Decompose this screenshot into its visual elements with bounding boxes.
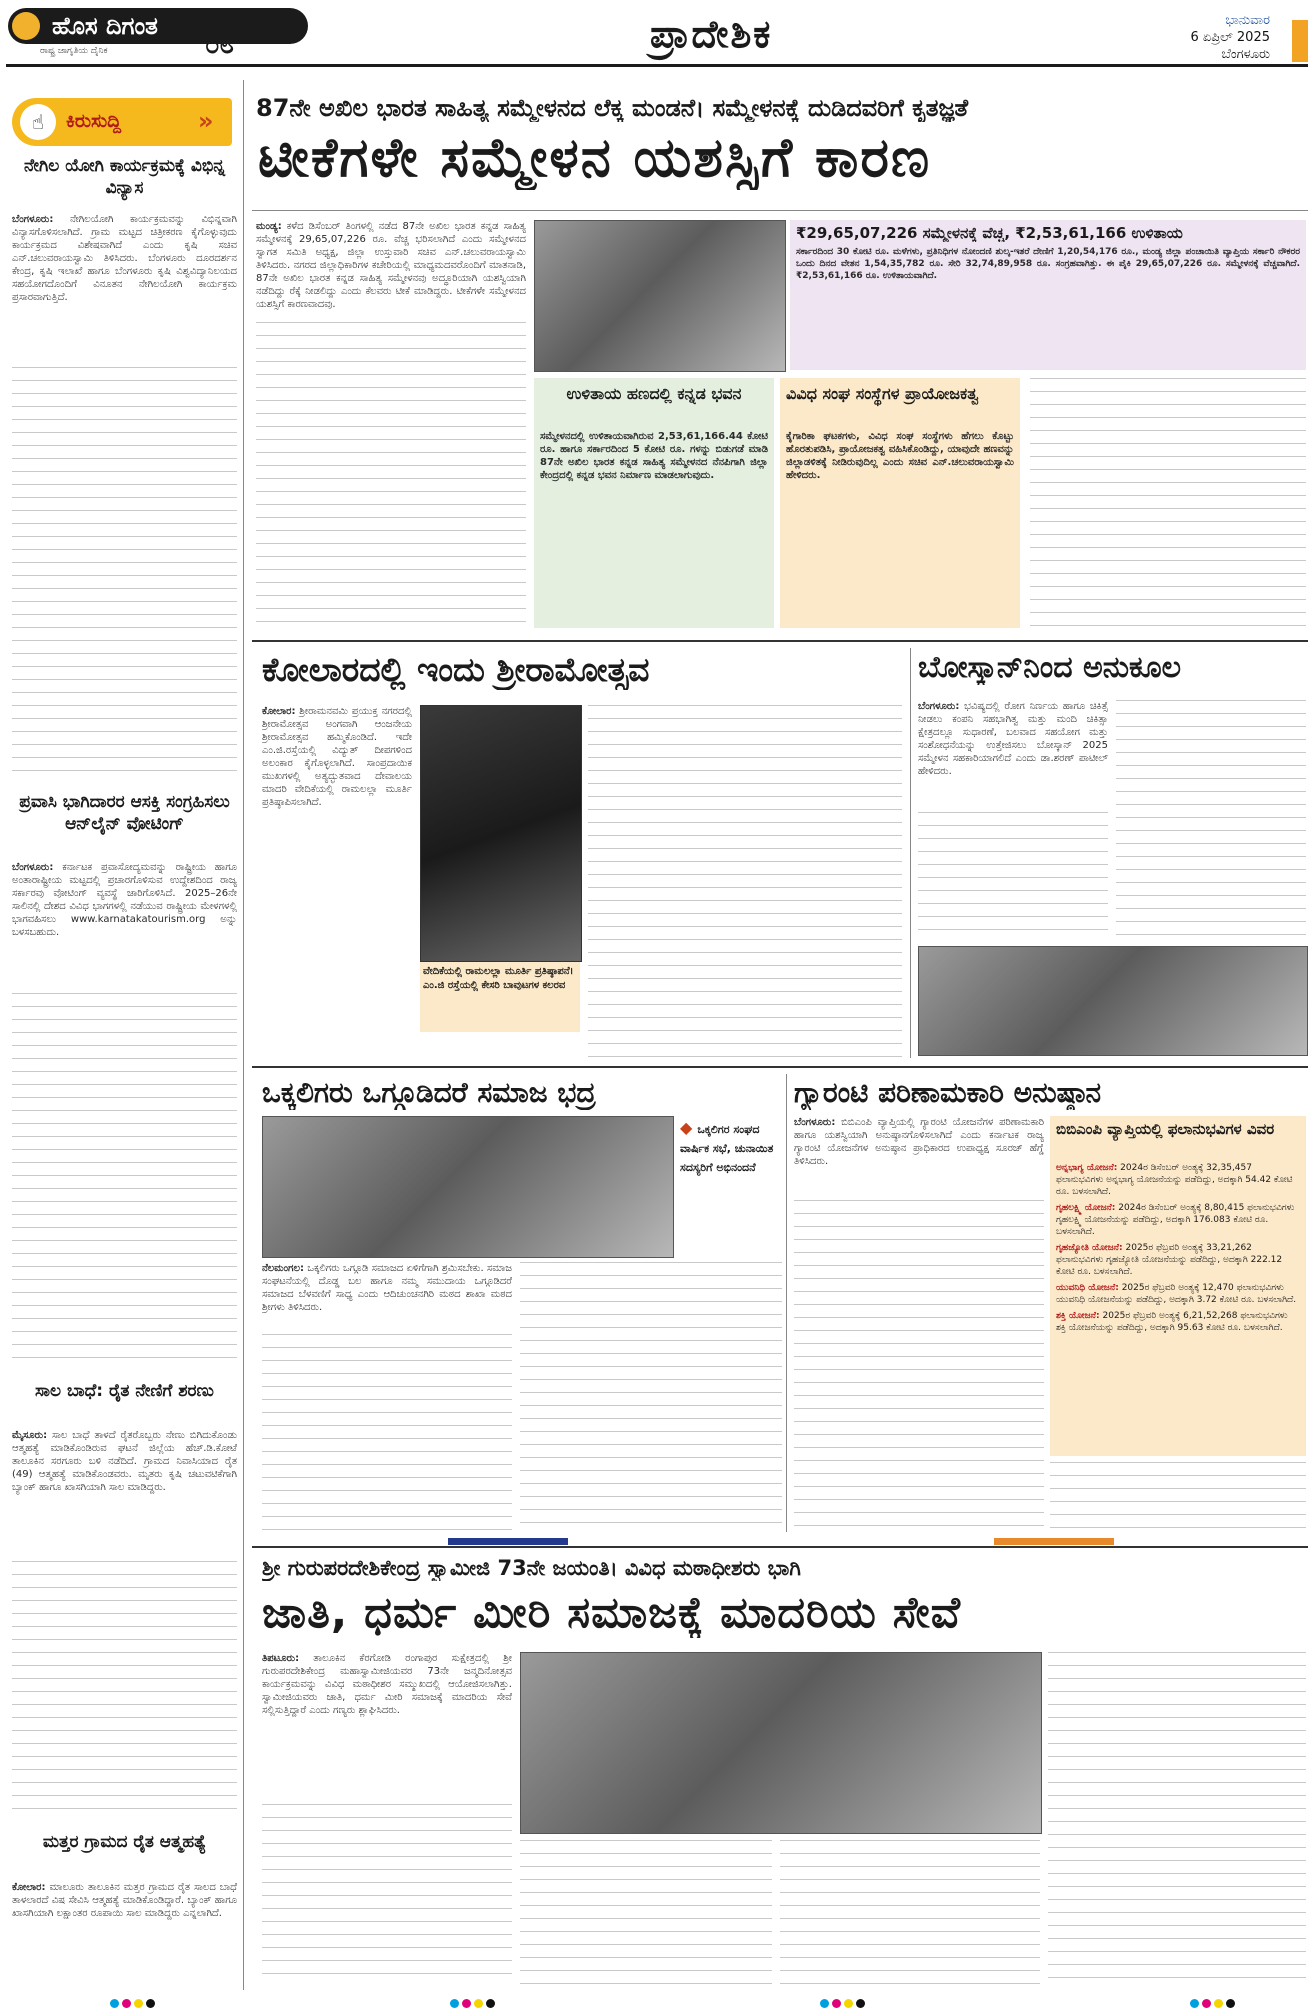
sidebar-column [12, 155, 237, 1995]
bottom-body [262, 1652, 512, 1802]
scheme-text: 2024ರ ಡಿಸೆಂಬರ್ ಅಂತ್ಯಕ್ಕೆ 32,35,457 ಫಲಾನುಭವಿಗಳು ಅನ್ನಭಾಗ್ಯ ಯೋಜನೆಯನ್ನು ಪಡೆದಿದ್ದು, ಅದಕ್ಕಾಗಿ 54.42 ಕೋಟಿ ರೂ. ಬಳಸಲಾಗಿದೆ. [1056, 1163, 1293, 1197]
sidebar-item-body [12, 1881, 237, 1993]
divider [252, 210, 1308, 211]
section-tab [1292, 20, 1308, 62]
text-column-fill [1050, 1462, 1306, 1530]
text-column-fill [12, 367, 237, 781]
lamp-icon [12, 12, 40, 40]
bosch-body [918, 700, 1108, 810]
registration-marks [820, 1993, 868, 2008]
expense-box [790, 220, 1306, 370]
lead-headline: ಟೀಕೆಗಳೇ ಸಮ್ಮೇಳನ ಯಶಸ್ಸಿಗೆ ಕಾರಣ [258, 126, 932, 189]
text-column-fill [1116, 700, 1306, 942]
text-column-fill [520, 1840, 772, 1984]
scheme-item [1056, 1162, 1300, 1198]
vokkaliga-text: ಒಕ್ಕಲಿಗರು ಒಗ್ಗೂಡಿ ಸಮಾಜದ ಏಳಿಗೆಗಾಗಿ ಶ್ರಮಿಸಬೇಕು. ಸಮಾಜ ಸಂಘಟನೆಯಲ್ಲಿ ದೊಡ್ಡ ಬಲ ಹಾಗೂ ನಮ್ಮ ಸಮುದಾಯ ಒಗ್ಗೂಡಿದರೆ ಸಮಾಜದ ಬೆಳವಣಿಗೆ ಸಾಧ್ಯ ಎಂದು ಆದಿಚುಂಚನಗಿರಿ ಮಠದ ಶಾಖಾ ಮಠದ ಶ್ರೀಗಳು ತಿಳಿಸಿದರು. [262, 1263, 512, 1313]
sidebar-item-title: ನೇಗಿಲ ಯೋಗಿ ಕಾರ್ಯಕ್ರಮಕ್ಕೆ ವಿಭಿನ್ನ ವಿನ್ಯಾಸ [23, 156, 226, 198]
column-divider [910, 648, 911, 1058]
savings-box [534, 378, 774, 628]
sidebar-item-text: ನೇಗಿಲಯೋಗಿ ಕಾರ್ಯಕ್ರಮವನ್ನು ವಿಭಿನ್ನವಾಗಿ ವಿನ್ಯಾಸಗೊಳಿಸಲಾಗಿದೆ. ಗ್ರಾಮ ಮಟ್ಟದ ಚಿತ್ರೀಕರಣ ಕೈಗೊಳ್ಳುವುದು ಕಾರ್ಯಕ್ರಮದ ವಿಶೇಷವಾಗಿದೆ ಎಂದು ಕೃಷಿ ಸಚಿವ ಎನ್.ಚಲುವರಾಯಸ್ವಾಮಿ ತಿಳಿಸಿದರು. ಬೆಂಗಳೂರು ದೂರದರ್ಶನ ಕೇಂದ್ರ, ಕೃಷಿ ಇಲಾಖೆ ಹಾಗೂ ಬೆಂಗಳೂರು ಕೃಷಿ ವಿಶ್ವವಿದ್ಯಾನಿಲಯದ ಸಹಯೋಗದೊಂದಿಗೆ ವಿನೂತನ ನೇಗಿಲಯೋಗಿ ಕಾರ್ಯಕ್ರಮ ಪ್ರಸಾರವಾಗುತ್ತಿದೆ. [12, 214, 237, 303]
savings-box-title: ಉಳಿತಾಯ ಹಣದಲ್ಲಿ ಕನ್ನಡ ಭವನ [566, 384, 742, 403]
column-divider [243, 80, 244, 1990]
kirusuddi-label: ಕಿರುಸುದ್ದಿ [66, 110, 122, 132]
text-column-fill [12, 1561, 237, 1819]
edition-city: ಬೆಂಗಳೂರು [1221, 47, 1270, 62]
text-column-fill [588, 705, 902, 1067]
text-column-fill [520, 1262, 782, 1530]
scheme-item [1056, 1310, 1300, 1334]
dateline: ಬೆಂಗಳೂರು: [12, 214, 54, 225]
lead-body [256, 220, 526, 320]
kolar-headline: ಕೋಲಾರದಲ್ಲಿ ಇಂದು ಶ್ರೀರಾಮೋತ್ಸವ [262, 650, 650, 689]
scheme-text: 2025ರ ಫೆಬ್ರವರಿ ಅಂತ್ಯಕ್ಕೆ 33,21,262 ಫಲಾನುಭವಿಗಳು ಗೃಹಜ್ಯೋತಿ ಯೋಜನೆಯನ್ನು ಪಡೆದಿದ್ದು, ಅದಕ್ಕಾಗಿ 222.12 ಕೋಟಿ ರೂ. ಬಳಸಲಾಗಿದೆ. [1056, 1243, 1283, 1277]
scheme-item [1056, 1242, 1300, 1278]
paper-logo: ಹೊಸ ದಿಗಂತ [8, 8, 308, 44]
chevron-icon: » [198, 107, 214, 135]
expense-box-body: ಸರ್ಕಾರದಿಂದ 30 ಕೋಟಿ ರೂ. ಮಳೆಗಳು, ಪ್ರತಿನಿಧಿಗಳ ನೋಂದಣಿ ಶುಲ್ಕ-ಇತರೆ ದೇಣಿಗೆ 1,20,54,176 ರೂ., ಮಂಡ್ಯ ಜಿಲ್ಲಾ ಪಂಚಾಯಿತಿ ವ್ಯಾಪ್ತಿಯ ಸರ್ಕಾರಿ ನೌಕರರ ಒಂದು ದಿನದ ವೇತನ 1,54,35,782 ರೂ. ಸೇರಿ 32,74,89,958 ರೂ. ಸಂಗ್ರಹವಾಗಿತ್ತು. ಈ ಪೈಕಿ 29,65,07,226 ರೂ. ಸಮ್ಮೇಳನಕ್ಕೆ ವೆಚ್ಚವಾಗಿದೆ. ₹2,53,61,166 ರೂ. ಉಳಿತಾಯವಾಗಿದೆ. [796, 247, 1300, 281]
divider [252, 1546, 1308, 1548]
scheme-item [1056, 1282, 1300, 1306]
press-meet-photo [534, 220, 786, 372]
scheme-name: ಯುವನಿಧಿ ಯೋಜನೆ: [1056, 1283, 1119, 1293]
boscon-photo [918, 946, 1308, 1056]
text-column-fill [918, 812, 1108, 942]
vokkaliga-headline: ಒಕ್ಕಲಿಗರು ಒಗ್ಗೂಡಿದರೆ ಸಮಾಜ ಭದ್ರ [262, 1076, 596, 1109]
lead-text: ಕಳೆದ ಡಿಸೆಂಬರ್ ತಿಂಗಳಲ್ಲಿ ನಡೆದ 87ನೇ ಅಖಿಲ ಭಾರತ ಕನ್ನಡ ಸಾಹಿತ್ಯ ಸಮ್ಮೇಳನಕ್ಕೆ 29,65,07,226 ರೂ. ವೆಚ್ಚ ಭರಿಸಲಾಗಿದೆ ಎಂದು ಸಮ್ಮೇಳನದ ಸ್ವಾಗತ ಸಮಿತಿ ಅಧ್ಯಕ್ಷ, ಜಿಲ್ಲಾ ಉಸ್ತುವಾರಿ ಸಚಿವ ಎನ್.ಚಲುವರಾಯಸ್ವಾಮಿ ತಿಳಿಸಿದರು. ನಗರದ ಜಿಲ್ಲಾಧಿಕಾರಿಗಳ ಕಚೇರಿಯಲ್ಲಿ ಮಾಧ್ಯಮದವರೊಂದಿಗೆ ಮಾತನಾಡಿ, 87ನೇ ಅಖಿಲ ಭಾರತ ಕನ್ನಡ ಸಾಹಿತ್ಯ ಸಮ್ಮೇಳನವು ಅದ್ಧೂರಿಯಾಗಿ ಯಶಸ್ವಿಯಾಗಿ ನಡೆದಿದ್ದು ರೆಕ್ಕೆ ನೀಡಲಿದ್ದು ಎಂದು ಕೆಲವರು ಟೀಕೆ ಮಾಡಿದ್ದರು. ಟೀಕೆಗಳೇ ಸಮ್ಮೇಳನದ ಯಶಸ್ಸಿಗೆ ಕಾರಣವಾದವು. [256, 221, 526, 310]
text-column-fill [256, 322, 526, 632]
text-column-fill [262, 1334, 512, 1530]
sidebar-item-title: ಮತ್ತರ ಗ್ರಾಮದ ರೈತ ಆತ್ಮಹತ್ಯೆ [42, 1832, 207, 1852]
text-column-fill [12, 993, 237, 1365]
dateline: ಬೆಂಗಳೂರು: [12, 862, 54, 873]
bosch-headline: ಬೋಸ್ಕಾನ್‌ನಿಂದ ಅನುಕೂಲ [918, 650, 1182, 685]
text-column-fill [1048, 1652, 1306, 1984]
dateline: ಕೋಲಾರ: [12, 1882, 46, 1893]
weekday: ಭಾನುವಾರ [1225, 13, 1270, 28]
sidebar-item-title: ಪ್ರವಾಸಿ ಭಾಗಿದಾರರ ಆಸಕ್ತಿ ಸಂಗ್ರಹಿಸಲು ಆನ್‌ಲೈನ್ ವೋಟಿಂಗ್ [19, 792, 230, 834]
separator-bar [994, 1538, 1114, 1545]
lead-kicker: 87ನೇ ಅಖಿಲ ಭಾರತ ಸಾಹಿತ್ಯ ಸಮ್ಮೇಳನದ ಲೆಕ್ಕ ಮಂಡನೆ। ಸಮ್ಮೇಳನಕ್ಕೆ ದುಡಿದವರಿಗೆ ಕೃತಜ್ಞತೆ [256, 94, 969, 122]
scheme-text: 2025ರ ಫೆಬ್ರವರಿ ಅಂತ್ಯಕ್ಕೆ 6,21,52,268 ಫಲಾನುಭವಿಗಳು ಶಕ್ತಿ ಯೋಜನೆಯನ್ನು ಪಡೆದಿದ್ದು, ಅದಕ್ಕಾಗಿ 95.63 ಕೋಟಿ ರೂ. ಬಳಸಲಾಗಿದೆ. [1056, 1311, 1288, 1333]
sidebar-item-title: ಸಾಲ ಬಾಧೆ: ರೈತ ನೇಣಿಗೆ ಶರಣು [35, 1381, 214, 1401]
jayanti-photo [520, 1652, 1042, 1834]
ramlalla-photo [420, 705, 582, 962]
registration-marks [450, 1993, 498, 2008]
dateline: ಬೆಂಗಳೂರು: [918, 701, 960, 712]
scheme-name: ಅನ್ನಭಾಗ್ಯ ಯೋಜನೆ: [1056, 1163, 1118, 1173]
beneficiary-box [1050, 1116, 1306, 1456]
scheme-name: ಗೃಹಜ್ಯೋತಿ ಯೋಜನೆ: [1056, 1243, 1123, 1253]
divider [252, 640, 1308, 642]
sidebar-item-text: ಸಾಲ ಬಾಧೆ ತಾಳದೆ ರೈತರೊಬ್ಬರು ನೇಣು ಬಿಗಿದುಕೊಂಡು ಆತ್ಮಹತ್ಯೆ ಮಾಡಿಕೊಂಡಿರುವ ಘಟನೆ ಜಿಲ್ಲೆಯ ಹೆಚ್.ಡಿ.ಕೋಟೆ ತಾಲೂಕಿನ ಸರಗೂರು ಬಳಿ ನಡೆದಿದೆ. ಗ್ರಾಮದ ನಿವಾಸಿಯಾದ ರೈತ (49) ಆತ್ಮಹತ್ಯೆ ಮಾಡಿಕೊಂಡವರು. ಮೃತರು ಕೃಷಿ ಚಟುವಟಿಕೆಗಾಗಿ ಬ್ಯಾಂಕ್ ಹಾಗೂ ಖಾಸಗಿಯಾಗಿ ಸಾಲ ಮಾಡಿದ್ದರು. [12, 1430, 237, 1493]
hand-icon: ☝ [20, 104, 56, 140]
bottom-kicker: ಶ್ರೀ ಗುರುಪರದೇಶಿಕೇಂದ್ರ ಸ್ವಾಮೀಜಿ 73ನೇ ಜಯಂತಿ। ವಿವಿಧ ಮಠಾಧೀಶರು ಭಾಗಿ [262, 1556, 801, 1580]
paper-tagline: ರಾಷ್ಟ್ರ ಜಾಗೃತಿಯ ದೈನಿಕ [40, 46, 108, 56]
dateline: ಮೈಸೂರು: [12, 1430, 48, 1441]
savings-box-body: ಸಮ್ಮೇಳನದಲ್ಲಿ ಉಳಿತಾಯವಾಗಿರುವ 2,53,61,166.44 ಕೋಟಿ ರೂ. ಹಾಗೂ ಸರ್ಕಾರದಿಂದ 5 ಕೋಟಿ ರೂ. ಗಳನ್ನು ಬಿಡುಗಡೆ ಮಾಡಿ 87ನೇ ಅಖಿಲ ಭಾರತ ಕನ್ನಡ ಸಾಹಿತ್ಯ ಸಮ್ಮೇಳನದ ನೆನಪಿಗಾಗಿ ಜಿಲ್ಲಾ ಕೇಂದ್ರದಲ್ಲಿ ಕನ್ನಡ ಭವನ ನಿರ್ಮಾಣ ಮಾಡಲಾಗುವುದು. [540, 431, 768, 481]
guarantee-headline: ಗ್ಯಾರಂಟಿ ಪರಿಣಾಮಕಾರಿ ಅನುಷ್ಠಾನ [794, 1076, 1102, 1109]
sponsorship-box-body: ಕೈಗಾರಿಕಾ ಘಟಕಗಳು, ವಿವಿಧ ಸಂಘ ಸಂಸ್ಥೆಗಳು ಹೆಗಲು ಕೊಟ್ಟು ಹೊರತುಪಡಿಸಿ, ಪ್ರಾಯೋಜಕತ್ವ ವಹಿಸಿಕೊಂಡಿದ್ದು, ಯಾವುದೇ ಹಣವನ್ನು ಜಿಲ್ಲಾಡಳಿತಕ್ಕೆ ನೀಡಿರುವುದಿಲ್ಲ ಎಂದು ಸಚಿವ ಎನ್.ಚಲುವರಾಯಸ್ವಾಮಿ ಹೇಳಿದರು. [786, 431, 1014, 481]
guarantee-text: ಬಿಬಿಎಂಪಿ ವ್ಯಾಪ್ತಿಯಲ್ಲಿ ಗ್ಯಾರಂಟಿ ಯೋಜನೆಗಳ ಪರಿಣಾಮಕಾರಿ ಹಾಗೂ ಯಶಸ್ವಿಯಾಗಿ ಅನುಷ್ಠಾನಗೊಳಿಸಲಾಗಿದೆ ಎಂದು ಕರ್ನಾಟಕ ರಾಜ್ಯ ಗ್ಯಾರಂಟಿ ಯೋಜನೆಗಳ ಅನುಷ್ಠಾನ ಪ್ರಾಧಿಕಾರದ ಉಪಾಧ್ಯಕ್ಷ ಸೂರಜ್ ಹೆಗ್ಡೆ ತಿಳಿಸಿದರು. [794, 1117, 1044, 1167]
text-column-fill [780, 1840, 1040, 1984]
dateline: ಮಂಡ್ಯ: [256, 221, 282, 232]
kolar-text: ಶ್ರೀರಾಮನವಮಿ ಪ್ರಯುಕ್ತ ನಗರದಲ್ಲಿ ಶ್ರೀರಾಮೋತ್ಸವ ಅಂಗವಾಗಿ ಆಂಜನೇಯ ಶ್ರೀರಾಮೋತ್ಸವ ಹಮ್ಮಿಕೊಂಡಿದೆ. ಇದೇ ಎಂ.ಜಿ.ರಸ್ತೆಯಲ್ಲಿ ವಿದ್ಯುತ್ ದೀಪಗಳಿಂದ ಅಲಂಕಾರ ಕೈಗೊಳ್ಳಲಾಗಿದೆ. ಸಾಂಪ್ರದಾಯಿಕ ಮುಖಗಳಲ್ಲಿ ಅತ್ಯದ್ಭುತವಾದ ದೇವಾಲಯ ಮಾದರಿ ವೇದಿಕೆಯಲ್ಲಿ ರಾಮಲಲ್ಲಾ ಮೂರ್ತಿ ಪ್ರತಿಷ್ಠಾಪಿಸಲಾಗಿದೆ. [262, 706, 412, 808]
sidebar-item-body [12, 1429, 237, 1569]
bottom-text: ತಾಲೂಕಿನ ಕೆರಗೋಡಿ ರಂಗಾಪುರ ಸುಕ್ಷೇತ್ರದಲ್ಲಿ ಶ್ರೀ ಗುರುಪರದೇಶಿಕೇಂದ್ರ ಮಹಾಸ್ವಾಮೀಜಿಯವರ 73ನೇ ಜನ್ಮದಿನೋತ್ಸವ ಕಾರ್ಯಕ್ರಮವನ್ನು ವಿವಿಧ ಮಠಾಧೀಶರ ಸಮ್ಮುಖದಲ್ಲಿ ಆಯೋಜಿಸಲಾಗಿತ್ತು. ಸ್ವಾಮೀಜಿಯವರು ಜಾತಿ, ಧರ್ಮ ಮೀರಿ ಸಮಾಜಕ್ಕೆ ಮಾದರಿಯ ಸೇವೆ ಸಲ್ಲಿಸುತ್ತಿದ್ದಾರೆ ಎಂದು ಗಣ್ಯರು ಶ್ಲಾಘಿಸಿದರು. [262, 1653, 512, 1716]
scheme-text: 2025ರ ಫೆಬ್ರವರಿ ಅಂತ್ಯಕ್ಕೆ 12,470 ಫಲಾನುಭವಿಗಳು ಯುವನಿಧಿ ಯೋಜನೆಯನ್ನು ಪಡೆದಿದ್ದು, ಅದಕ್ಕಾಗಿ 3.72 ಕೋಟಿ ರೂ. ಬಳಸಲಾಗಿದೆ. [1056, 1283, 1297, 1305]
column-divider [786, 1074, 787, 1532]
vokkaliga-photo [262, 1116, 674, 1258]
bottom-headline: ಜಾತಿ, ಧರ್ಮ ಮೀರಿ ಸಮಾಜಕ್ಕೆ ಮಾದರಿಯ ಸೇವೆ [262, 1588, 962, 1638]
text-column-fill [262, 1804, 512, 1984]
bullet-text: ಒಕ್ಕಲಿಗರ ಸಂಘದ ವಾರ್ಷಿಕ ಸಭೆ, ಚುನಾಯಿತ ಸದಸ್ಯರಿಗೆ ಅಭಿನಂದನೆ [680, 1123, 774, 1174]
dateline: ನೆಲಮಂಗಲ: [262, 1263, 304, 1274]
expense-box-title: ₹29,65,07,226 ಸಮ್ಮೇಳನಕ್ಕೆ ವೆಚ್ಚ, ₹2,53,61,166 ಉಳಿತಾಯ [796, 224, 1183, 242]
page-number: ೦೮ [205, 30, 235, 60]
separator-bar [448, 1538, 568, 1545]
bullet-icon: ◆ [680, 1118, 693, 1137]
divider [252, 1066, 1308, 1068]
text-column-fill [1030, 378, 1306, 632]
scheme-item [1056, 1202, 1300, 1238]
scheme-list [1056, 1162, 1300, 1452]
vokkaliga-body [262, 1262, 512, 1332]
date-block [1140, 12, 1270, 63]
sidebar-item-text: ಮಾಲೂರು ತಾಲೂಕಿನ ಮತ್ತರ ಗ್ರಾಮದ ರೈತ ಸಾಲದ ಬಾಧೆ ತಾಳಲಾರದೆ ವಿಷ ಸೇವಿಸಿ ಆತ್ಮಹತ್ಯೆ ಮಾಡಿಕೊಂಡಿದ್ದಾರೆ. ಬ್ಯಾಂಕ್ ಹಾಗೂ ಖಾಸಗಿಯಾಗಿ ಲಕ್ಷಾಂತರ ರೂಪಾಯಿ ಸಾಲ ಮಾಡಿದ್ದರು ಎನ್ನಲಾಗಿದೆ. [12, 1882, 237, 1919]
text-column-fill [794, 1200, 1044, 1530]
photo-caption: ವೇದಿಕೆಯಲ್ಲಿ ರಾಮಲಲ್ಲಾ ಮೂರ್ತಿ ಪ್ರತಿಷ್ಠಾಪನೆ। ಎಂ.ಜಿ ರಸ್ತೆಯಲ್ಲಿ ಕೇಸರಿ ಬಾವುಟಗಳ ಕಲರವ [420, 962, 580, 1032]
registration-marks [110, 1993, 158, 2008]
kolar-body [262, 705, 412, 1065]
scheme-name: ಗೃಹಲಕ್ಷ್ಮಿ ಯೋಜನೆ: [1056, 1203, 1116, 1213]
guarantee-body [794, 1116, 1044, 1198]
dateline: ತಿಪಟೂರು: [262, 1653, 300, 1664]
dateline: ಬೆಂಗಳೂರು: [794, 1117, 836, 1128]
scheme-text: 2024ರ ಡಿಸೆಂಬರ್ ಅಂತ್ಯಕ್ಕೆ 8,80,415 ಫಲಾನುಭವಿಗಳು ಗೃಹಲಕ್ಷ್ಮಿ ಯೋಜನೆಯನ್ನು ಪಡೆದಿದ್ದು, ಅದಕ್ಕಾಗಿ 176.083 ಕೋಟಿ ರೂ. ಬಳಸಲಾಗಿದೆ. [1056, 1203, 1295, 1237]
sponsorship-box-title: ವಿವಿಧ ಸಂಘ ಸಂಸ್ಥೆಗಳ ಪ್ರಾಯೋಜಕತ್ವ [786, 384, 979, 403]
section-title: ಪ್ರಾದೇಶಿಕ [650, 12, 773, 56]
sidebar-item-text: ಕರ್ನಾಟಕ ಪ್ರವಾಸೋದ್ಯಮವನ್ನು ರಾಷ್ಟ್ರೀಯ ಹಾಗೂ ಅಂತಾರಾಷ್ಟ್ರೀಯ ಮಟ್ಟದಲ್ಲಿ ಪ್ರಚಾರಗೊಳಿಸುವ ಉದ್ದೇಶದಿಂದ ರಾಜ್ಯ ಸರ್ಕಾರವು ವೋಟಿಂಗ್ ವ್ಯವಸ್ಥೆ ಜಾರಿಗೊಳಿಸಿದೆ. 2025–26ನೇ ಸಾಲಿನಲ್ಲಿ ದೇಶದ ವಿವಿಧ ಭಾಗಗಳಲ್ಲಿ ನಡೆಯುವ ರಾಷ್ಟ್ರೀಯ ಮೇಳಗಳಲ್ಲಿ ಭಾಗವಹಿಸಲು www.karnatakatourism.org ಅನ್ನು ಬಳಸಬಹುದು. [12, 862, 237, 938]
beneficiary-box-title: ಬಿಬಿಎಂಪಿ ವ್ಯಾಪ್ತಿಯಲ್ಲಿ ಫಲಾನುಭವಿಗಳ ವಿವರ [1056, 1120, 1275, 1138]
bosch-text: ಭವಿಷ್ಯದಲ್ಲಿ ರೋಗ ನಿರ್ಣಯ ಹಾಗೂ ಚಿಕಿತ್ಸೆ ನೀಡಲು ಕಂಪನಿ ಸಹಭಾಗಿತ್ವ ಮತ್ತು ಮಂದಿ ಚಿಕಿತ್ಸಾ ಕ್ಷೇತ್ರದಲ್ಲೂ ಸುಧಾರಣೆ, ಬಲವಾದ ಸಹಯೋಗ ಮತ್ತು ಸಂಶೋಧನೆಯನ್ನು ಉತ್ತೇಜಿಸಲು ಬೋಸ್ಕಾನ್ 2025 ಸಮ್ಮೇಳನ ಸಹಕಾರಿಯಾಗಲಿದೆ ಎಂದು ಡಾ.ಶರಣ್ ಪಾಟೀಲ್ ಹೇಳಿದರು. [918, 701, 1108, 777]
registration-marks [1190, 1993, 1238, 2008]
kirusuddi-badge [12, 98, 232, 146]
issue-date: 6 ಏಪ್ರಿಲ್ 2025 [1190, 30, 1270, 45]
dateline: ಕೋಲಾರ: [262, 706, 296, 717]
vokkaliga-bullet [680, 1118, 780, 1254]
sponsorship-box [780, 378, 1020, 628]
scheme-name: ಶಕ್ತಿ ಯೋಜನೆ: [1056, 1311, 1100, 1321]
